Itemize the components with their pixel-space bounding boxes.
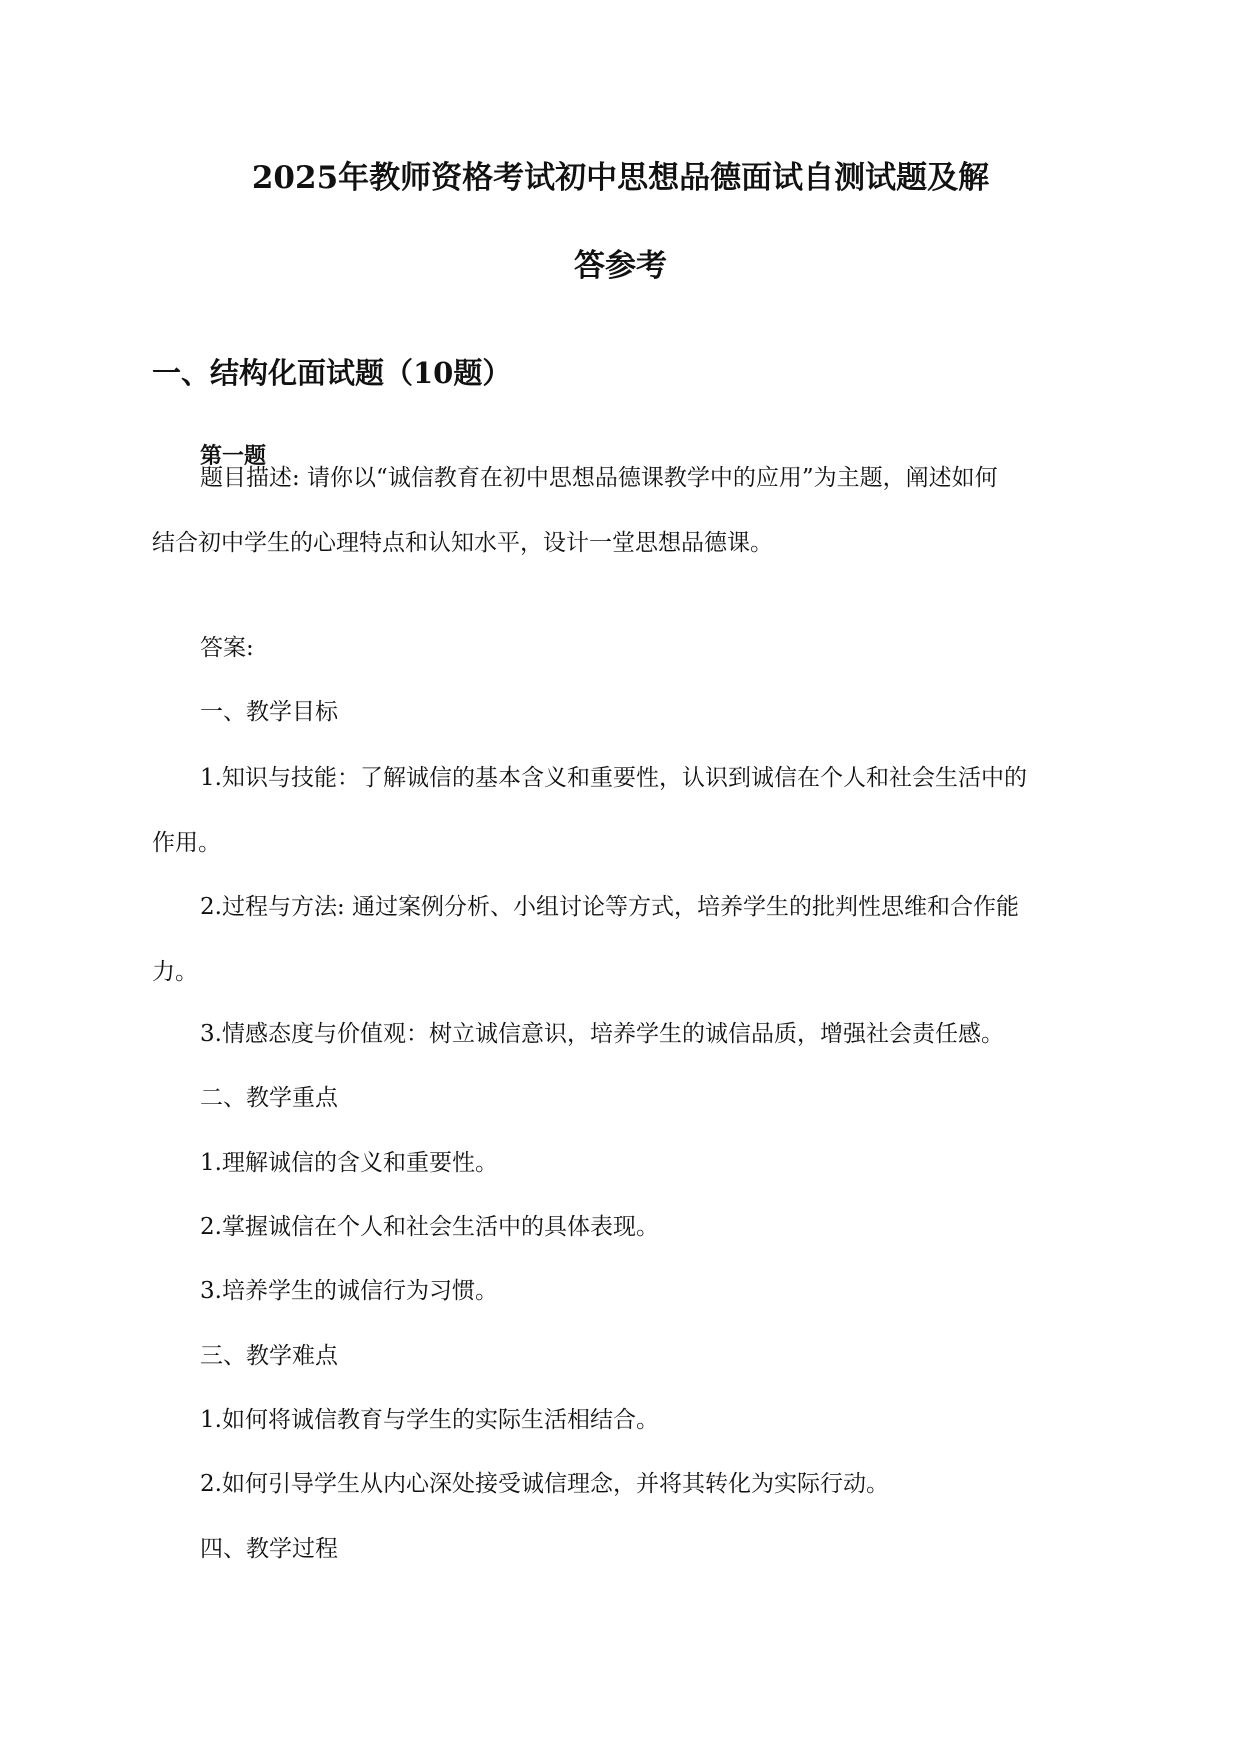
question-description-line-1: 题目描述: 请你以“诚信教育在初中思想品德课教学中的应用”为主题，阐述如何	[200, 465, 998, 491]
objective-item-2-line-2: 力。	[152, 959, 198, 985]
objective-item-1-line-1: 1.知识与技能：了解诚信的基本含义和重要性，认识到诚信在个人和社会生活中的	[200, 765, 1027, 791]
difficulties-heading: 三、教学难点	[200, 1343, 338, 1369]
key-points-heading: 二、教学重点	[200, 1085, 338, 1111]
difficulty-item-1: 1.如何将诚信教育与学生的实际生活相结合。	[200, 1407, 659, 1433]
key-point-item-1: 1.理解诚信的含义和重要性。	[200, 1150, 498, 1176]
objective-item-3: 3.情感态度与价值观：树立诚信意识，培养学生的诚信品质，增强社会责任感。	[200, 1021, 1004, 1047]
difficulty-item-2: 2.如何引导学生从内心深处接受诚信理念，并将其转化为实际行动。	[200, 1471, 889, 1497]
answer-label: 答案:	[200, 635, 254, 661]
question-description	[152, 446, 1092, 576]
objectives-heading: 一、教学目标	[200, 699, 338, 725]
process-heading: 四、教学过程	[200, 1536, 338, 1562]
objective-item-1-line-2: 作用。	[152, 830, 221, 856]
question-label: 第一题	[200, 443, 267, 469]
objective-item-1	[152, 746, 1092, 876]
document-title-line-2: 答参考	[574, 248, 667, 284]
objective-item-2	[152, 875, 1092, 1005]
objective-item-2-line-1: 2.过程与方法: 通过案例分析、小组讨论等方式，培养学生的批判性思维和合作能	[200, 894, 1020, 920]
question-description-line-2: 结合初中学生的心理特点和认知水平，设计一堂思想品德课。	[152, 530, 773, 556]
section-heading: 一、结构化面试题（10题）	[152, 356, 512, 390]
key-point-item-3: 3.培养学生的诚信行为习惯。	[200, 1278, 498, 1304]
key-point-item-2: 2.掌握诚信在个人和社会生活中的具体表现。	[200, 1214, 659, 1240]
document-title-line-1: 2025年教师资格考试初中思想品德面试自测试题及解	[251, 160, 990, 196]
